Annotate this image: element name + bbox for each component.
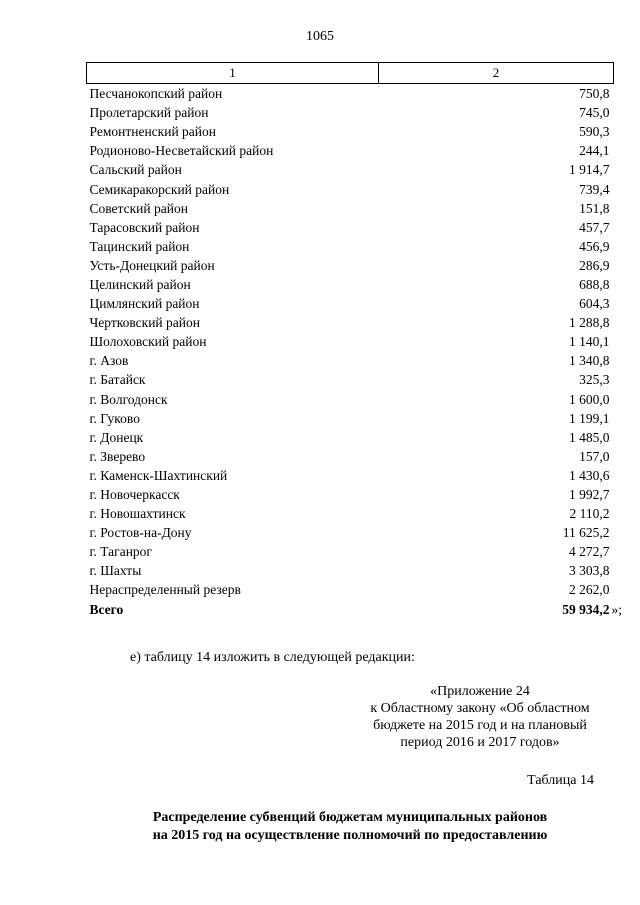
district-name: Тарасовский район [89,219,200,235]
distribution-table [86,62,623,619]
table-row [87,141,614,160]
subvention-amount: 604,3 [579,296,610,312]
table-row [87,294,614,313]
table-row [87,485,614,504]
table-row [87,504,614,523]
district-name: Семикаракорский район [89,181,230,197]
table-row [87,542,614,561]
subvention-amount: 1 992,7 [569,487,610,503]
closing-quote-suffix: »; [611,601,623,617]
district-name: Усть-Донецкий район [89,257,215,273]
column-header-1: 1 [87,63,379,84]
subvention-amount: 739,4 [579,181,610,197]
table-row [87,256,614,275]
table-row [87,275,614,294]
heading-line: Распределение субвенций бюджетам муниципальных районов [152,810,548,825]
district-name: г. Батайск [89,372,146,388]
subvention-amount: 1 288,8 [569,315,610,331]
district-name: Ремонтненский район [89,124,216,140]
appendix-line: бюджете на 2015 год и на плановый [373,718,587,733]
table-row [87,199,614,218]
district-name: Советский район [89,200,188,216]
subvention-amount: 4 272,7 [569,544,610,560]
district-name: г. Таганрог [89,544,152,560]
subvention-amount: 11 625,2 [562,525,610,541]
table-row [87,409,614,428]
table-row [87,523,614,542]
district-name: г. Азов [89,353,129,369]
district-name: Тацинский район [89,238,190,254]
district-name: г. Шахты [89,563,142,579]
subvention-amount: 1 485,0 [569,429,610,445]
subvention-amount: 151,8 [579,200,610,216]
district-name: г. Новочеркасск [89,487,180,503]
subvention-amount: 590,3 [579,124,610,140]
subvention-amount: 745,0 [579,105,610,121]
table-row [87,428,614,447]
subvention-amount: 1 430,6 [569,467,610,483]
district-name: Песчанокопский район [89,86,223,102]
table-row [87,351,614,370]
district-name: г. Ростов-на-Дону [89,525,192,541]
subvention-amount: 1 199,1 [569,410,610,426]
district-name: Родионово-Несветайский район [89,143,274,159]
district-name: г. Каменск-Шахтинский [89,467,228,483]
district-name: г. Донецк [89,429,144,445]
total-value: 59 934,2 [562,601,610,617]
district-name: Сальский район [89,162,182,178]
table-row [87,84,614,104]
total-label: Всего [89,601,124,617]
district-name: Нераспределенный резерв [89,582,241,598]
table-row [87,580,614,599]
subvention-amount: 325,3 [579,372,610,388]
subvention-amount: 1 340,8 [569,353,610,369]
appendix-line: «Приложение 24 [430,684,530,699]
appendix-line: период 2016 и 2017 годов» [400,735,560,750]
subvention-amount: 2 110,2 [569,506,610,522]
district-name: Шолоховский район [89,334,207,350]
table-label: Таблица 14 [527,773,594,788]
table-row [87,218,614,237]
district-name: Цимлянский район [89,296,200,312]
appendix-line: к Областному закону «Об областном [370,701,590,716]
subvention-amount: 456,9 [579,238,610,254]
table-row [87,237,614,256]
subvention-amount: 286,9 [579,257,610,273]
section-heading [90,809,610,845]
district-name: г. Новошахтинск [89,506,186,522]
table-header-row [87,63,614,84]
subvention-amount: 1 600,0 [569,391,610,407]
table-row [87,160,614,179]
table-row [87,179,614,198]
subvention-amount: 688,8 [579,276,610,292]
table-row [87,561,614,580]
subvention-amount: 244,1 [579,143,610,159]
appendix-reference [330,683,630,751]
district-name: Чертковский район [89,315,200,331]
subvention-amount: 457,7 [579,219,610,235]
table-row [87,390,614,409]
district-name: г. Гуково [89,410,140,426]
district-name: Целинский район [89,276,191,292]
subvention-amount: 1 914,7 [569,162,610,178]
table-row [87,447,614,466]
district-name: г. Зверево [89,448,146,464]
table-row [87,122,614,141]
table-row [87,466,614,485]
heading-line: на 2015 год на осуществление полномочий по предоставлению [152,828,548,843]
total-value-cell [379,600,623,619]
table-row [87,313,614,332]
column-header-2: 2 [379,63,614,84]
page-number: 1065 [306,29,334,44]
amendment-instruction: е) таблицу 14 изложить в следующей редакции: [130,650,415,665]
subvention-amount: 750,8 [579,86,610,102]
district-name: Пролетарский район [89,105,209,121]
table-row [87,103,614,122]
district-name: г. Волгодонск [89,391,168,407]
table-row [87,370,614,389]
table-row [87,332,614,351]
subvention-amount: 3 303,8 [569,563,610,579]
subvention-amount: 157,0 [579,448,610,464]
total-row [87,600,614,619]
subvention-amount: 2 262,0 [569,582,610,598]
subvention-amount: 1 140,1 [569,334,610,350]
